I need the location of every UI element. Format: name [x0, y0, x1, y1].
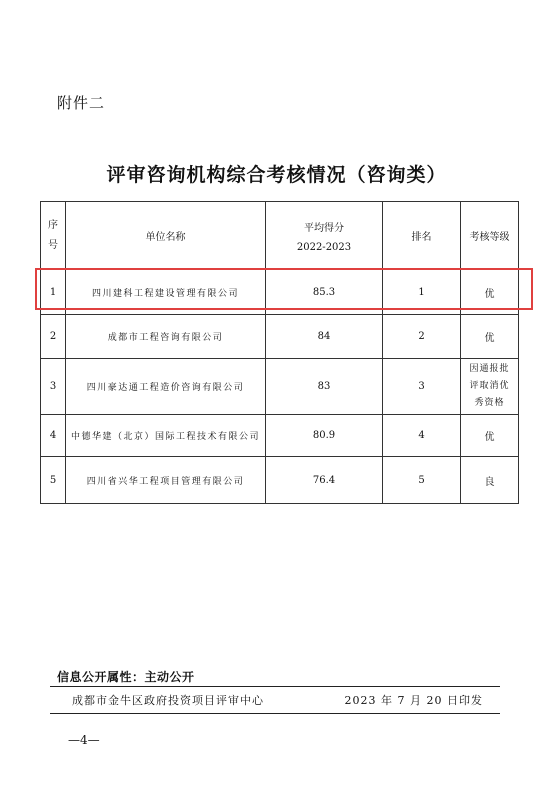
issuing-organization: 成都市金牛区政府投资项目评审中心	[72, 694, 264, 707]
cell-seq: 5	[41, 457, 66, 504]
footer-divider-bottom	[50, 713, 500, 714]
info-disclosure-attribute: 信息公开属性：主动公开	[57, 670, 195, 684]
table-row	[41, 315, 519, 359]
cell-score: 84	[266, 315, 383, 359]
cell-rank: 3	[383, 359, 461, 415]
page-number: —4—	[68, 733, 100, 747]
cell-rank: 1	[383, 270, 461, 315]
table-row	[41, 415, 519, 457]
cell-grade: 优	[461, 315, 519, 359]
header-avg-title: 平均得分	[304, 222, 344, 234]
grade-note-line: 秀资格	[474, 398, 505, 408]
footer-divider-top	[50, 686, 500, 687]
cell-score: 76.4	[266, 457, 383, 504]
cell-company: 中德华建（北京）国际工程技术有限公司	[66, 415, 266, 457]
header-seq-bottom: 号	[48, 239, 58, 251]
cell-seq: 2	[41, 315, 66, 359]
document-title: 评审咨询机构综合考核情况（咨询类）	[106, 164, 447, 186]
cell-rank: 5	[383, 457, 461, 504]
assessment-table	[40, 201, 519, 504]
cell-grade: 良	[461, 457, 519, 504]
header-avg-score	[266, 202, 383, 270]
table-header-row	[41, 202, 519, 270]
header-avg-period: 2022-2023	[296, 241, 352, 253]
cell-seq: 3	[41, 359, 66, 415]
cell-seq: 1	[41, 270, 66, 315]
header-company: 单位名称	[66, 202, 266, 270]
cell-score: 85.3	[266, 270, 383, 315]
cell-rank: 4	[383, 415, 461, 457]
cell-score: 83	[266, 359, 383, 415]
cell-rank: 2	[383, 315, 461, 359]
header-rank: 排名	[383, 202, 461, 270]
cell-grade	[461, 359, 519, 415]
table-row	[41, 359, 519, 415]
grade-note-line: 评取消优	[469, 381, 510, 391]
cell-company: 四川豪达通工程造价咨询有限公司	[66, 359, 266, 415]
cell-grade: 优	[461, 270, 519, 315]
issue-date: 2023 年 7 月 20 日印发	[344, 694, 483, 707]
cell-company: 四川省兴华工程项目管理有限公司	[66, 457, 266, 504]
table-row	[41, 457, 519, 504]
header-seq	[41, 202, 66, 270]
cell-grade: 优	[461, 415, 519, 457]
cell-seq: 4	[41, 415, 66, 457]
cell-score: 80.9	[266, 415, 383, 457]
grade-note-line: 因通报批	[469, 364, 510, 374]
cell-company: 成都市工程咨询有限公司	[66, 315, 266, 359]
header-seq-top: 序	[48, 219, 58, 231]
attachment-label: 附件二	[57, 94, 106, 112]
cell-company: 四川建科工程建设管理有限公司	[66, 270, 266, 315]
row-highlight-box	[35, 268, 533, 310]
header-grade: 考核等级	[461, 202, 519, 270]
